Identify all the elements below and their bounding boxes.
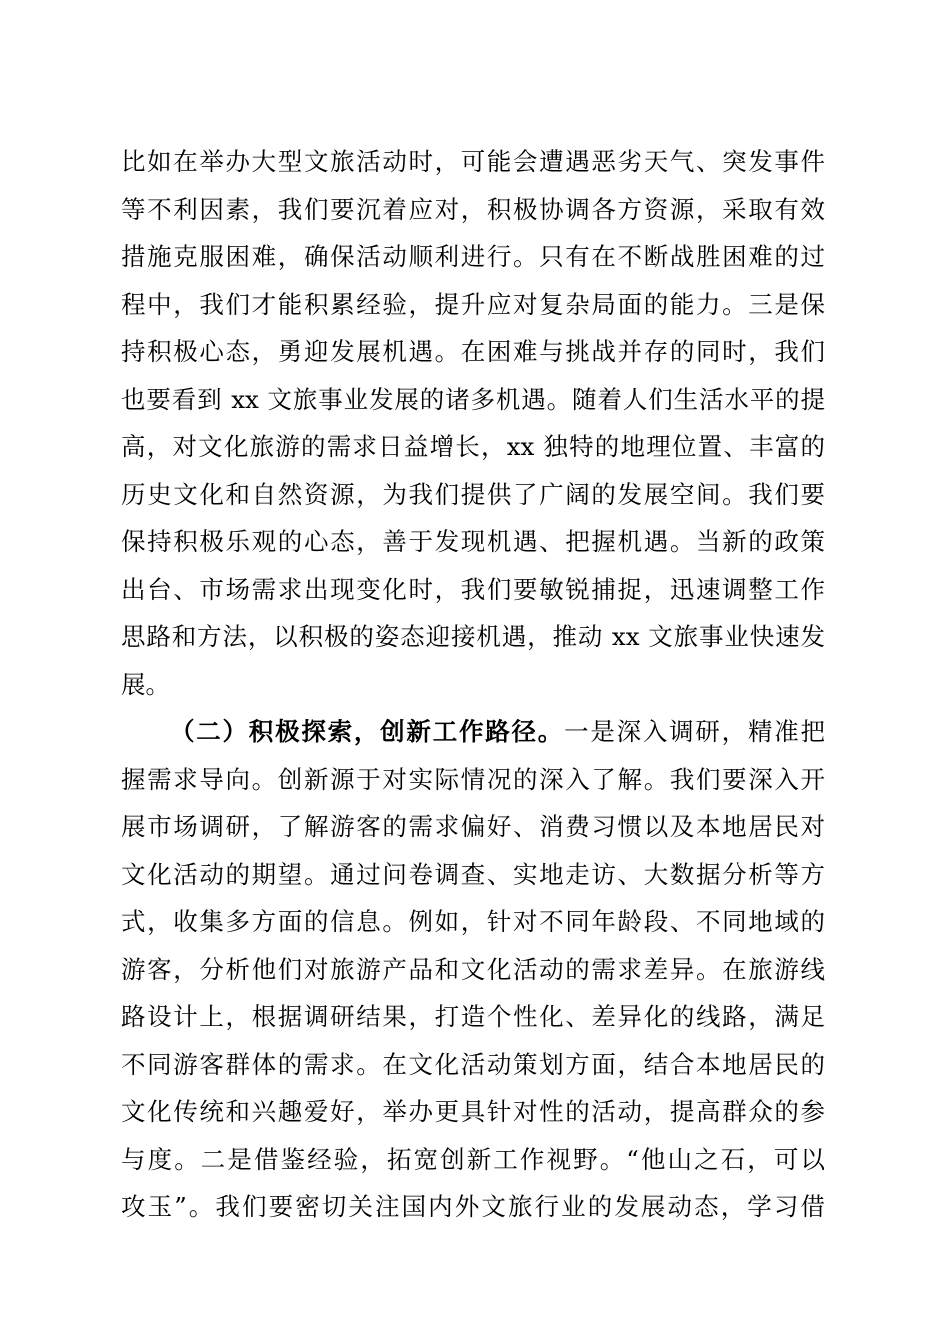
paragraph-1 — [121, 138, 825, 708]
paragraph-first-line — [121, 708, 825, 756]
document-page — [121, 138, 825, 1231]
text-line: 高，对文化旅游的需求日益增长，xx 独特的地理位置、丰富的 — [121, 432, 825, 461]
text-line: 式，收集多方面的信息。例如，针对不同年龄段、不同地域的 — [121, 907, 825, 936]
text-line: 程中，我们才能积累经验，提升应对复杂局面的能力。三是保 — [121, 289, 825, 319]
text-line: 展市场调研，了解游客的需求偏好、消费习惯以及本地居民对 — [121, 812, 825, 841]
text-line: 游客，分析他们对旅游产品和文化活动的需求差异。在旅游线 — [121, 954, 825, 984]
text-line: 攻玉”。我们要密切关注国内外文旅行业的发展动态，学习借 — [121, 1192, 825, 1221]
text-line: 等不利因素，我们要沉着应对，积极协调各方资源，采取有效 — [121, 194, 825, 224]
text-line: 文化传统和兴趣爱好，举办更具针对性的活动，提高群众的参 — [121, 1097, 825, 1126]
text-line: 展。 — [121, 669, 170, 699]
text-line: 历史文化和自然资源，为我们提供了广阔的发展空间。我们要 — [121, 479, 825, 509]
text-line: 握需求导向。创新源于对实际情况的深入了解。我们要深入开 — [121, 764, 825, 794]
text-line: 与度。二是借鉴经验，拓宽创新工作视野。“他山之石，可以 — [121, 1144, 825, 1174]
text-line: 持积极心态，勇迎发展机遇。在困难与挑战并存的同时，我们 — [121, 337, 825, 366]
text-line: 保持积极乐观的心态，善于发现机遇、把握机遇。当新的政策 — [121, 527, 825, 556]
paragraph-2 — [121, 708, 825, 1231]
text-line: 思路和方法，以积极的姿态迎接机遇，推动 xx 文旅事业快速发 — [121, 622, 825, 651]
text-line: 文化活动的期望。通过问卷调查、实地走访、大数据分析等方 — [121, 859, 825, 889]
text-line: 不同游客群体的需求。在文化活动策划方面，结合本地居民的 — [121, 1049, 825, 1079]
text-line: 比如在举办大型文旅活动时，可能会遭遇恶劣天气、突发事件 — [121, 147, 825, 176]
text-line: 路设计上，根据调研结果，打造个性化、差异化的线路，满足 — [121, 1002, 825, 1031]
text-span: 一是深入调研，精准把 — [564, 717, 825, 746]
text-line: 出台、市场需求出现变化时，我们要敏锐捕捉，迅速调整工作 — [121, 574, 825, 604]
text-line: 也要看到 xx 文旅事业发展的诸多机遇。随着人们生活水平的提 — [121, 384, 825, 414]
text-line: 措施克服困难，确保活动顺利进行。只有在不断战胜困难的过 — [121, 242, 825, 271]
section-heading: （二）积极探索，创新工作路径。 — [170, 717, 565, 746]
